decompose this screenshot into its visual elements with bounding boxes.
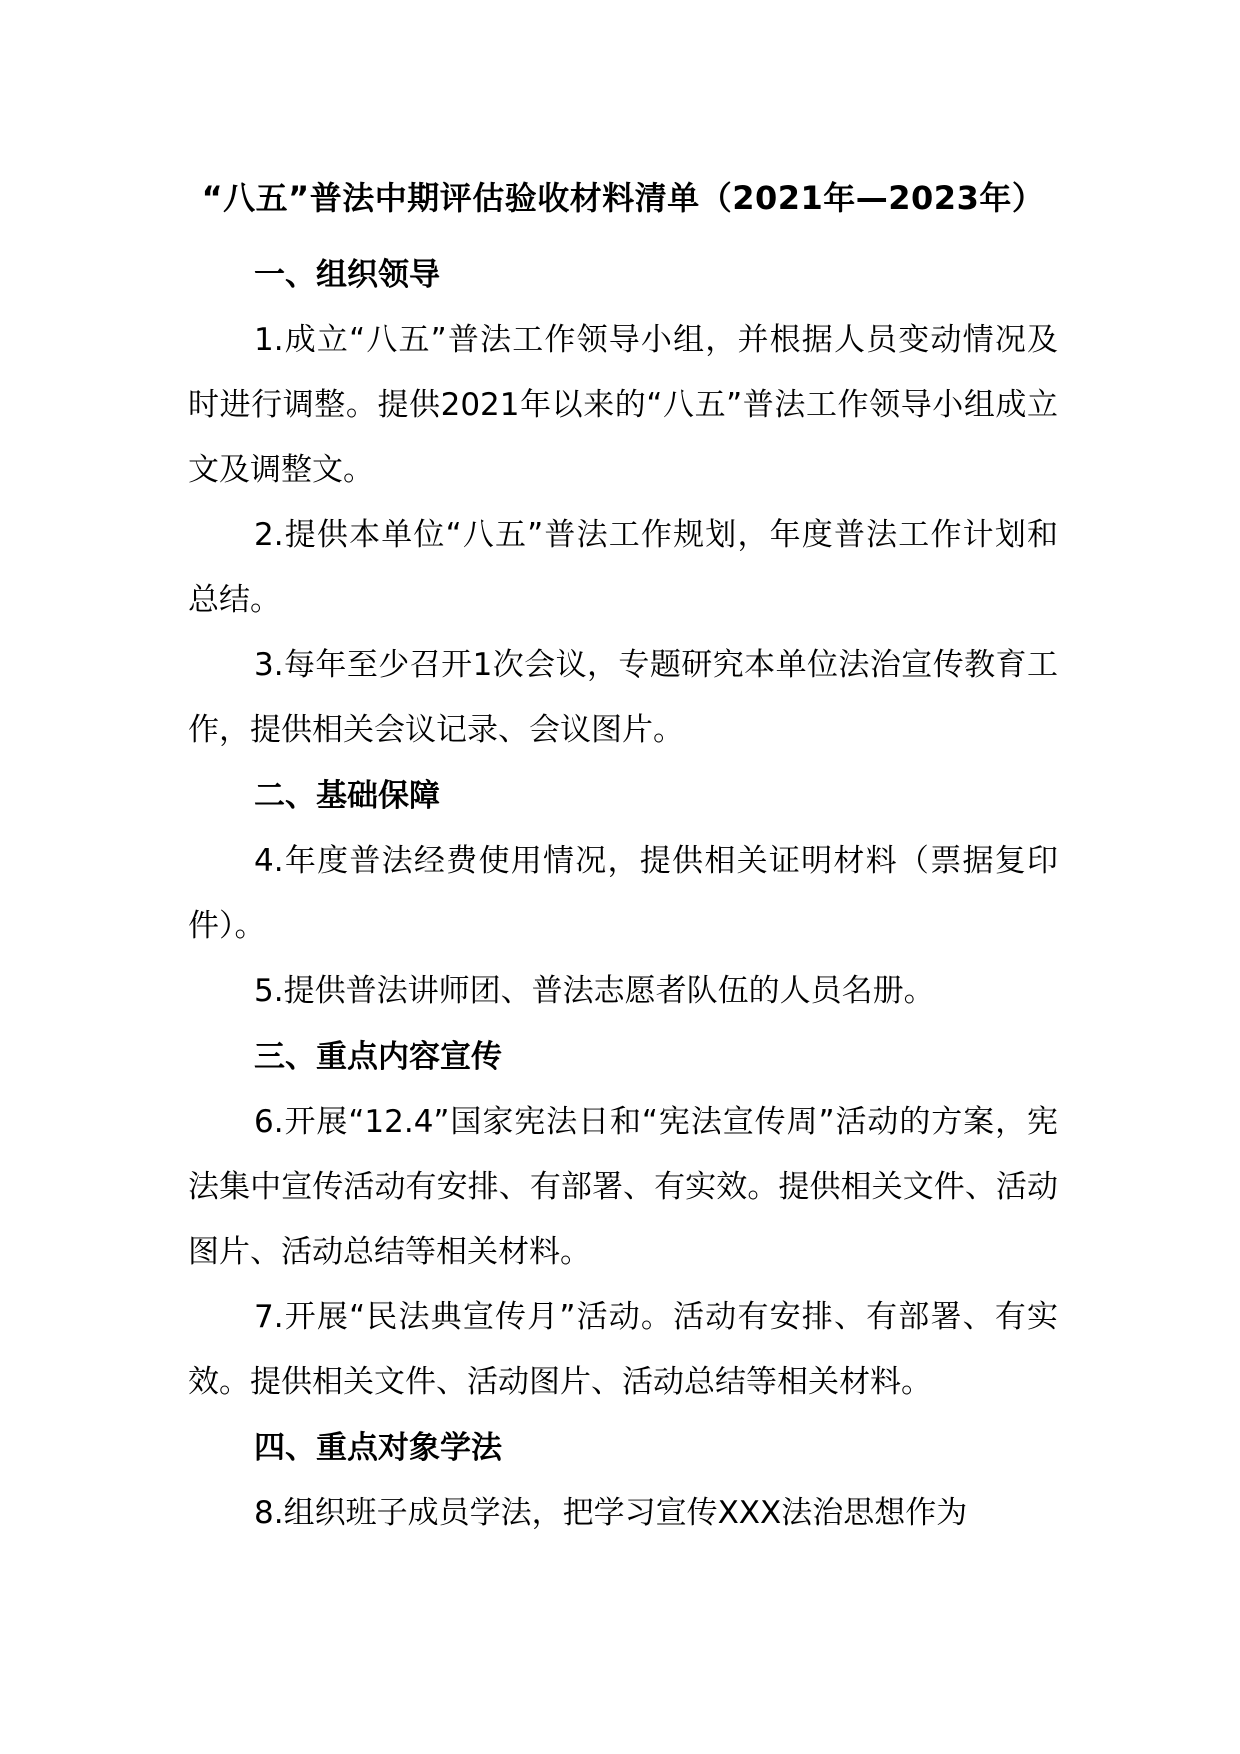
list-item-4: 4.年度普法经费使用情况，提供相关证明材料（票据复印件）。 bbox=[188, 843, 1058, 944]
list-item-1: 1.成立“八五”普法工作领导小组，并根据人员变动情况及时进行调整。提供2021年以来的“八五”普法工作领导小组成立文及调整文。 bbox=[188, 322, 1058, 488]
list-item-3: 3.每年至少召开1次会议，专题研究本单位法治宣传教育工作，提供相关会议记录、会议图片。 bbox=[188, 647, 1058, 748]
section-heading-key-groups: 四、重点对象学法 bbox=[254, 1430, 502, 1466]
list-item-2: 2.提供本单位“八五”普法工作规划，年度普法工作计划和总结。 bbox=[188, 517, 1058, 618]
section-heading-basic-support: 二、基础保障 bbox=[254, 778, 440, 814]
document-page bbox=[188, 168, 1058, 1546]
list-item-7: 7.开展“民法典宣传月”活动。活动有安排、有部署、有实效。提供相关文件、活动图片、活动总结等相关材料。 bbox=[188, 1299, 1058, 1400]
section-heading-key-content: 三、重点内容宣传 bbox=[254, 1039, 502, 1075]
list-item-6: 6.开展“12.4”国家宪法日和“宪法宣传周”活动的方案，宪法集中宣传活动有安排、有部署、有实效。提供相关文件、活动图片、活动总结等相关材料。 bbox=[188, 1104, 1058, 1270]
section-heading-leadership: 一、组织领导 bbox=[254, 257, 440, 293]
list-item-5: 5.提供普法讲师团、普法志愿者队伍的人员名册。 bbox=[254, 973, 935, 1009]
document-title: “八五”普法中期评估验收材料清单（2021年—2023年） bbox=[201, 179, 1045, 217]
list-item-8: 8.组织班子成员学法，把学习宣传XXX法治思想作为 bbox=[254, 1495, 968, 1531]
